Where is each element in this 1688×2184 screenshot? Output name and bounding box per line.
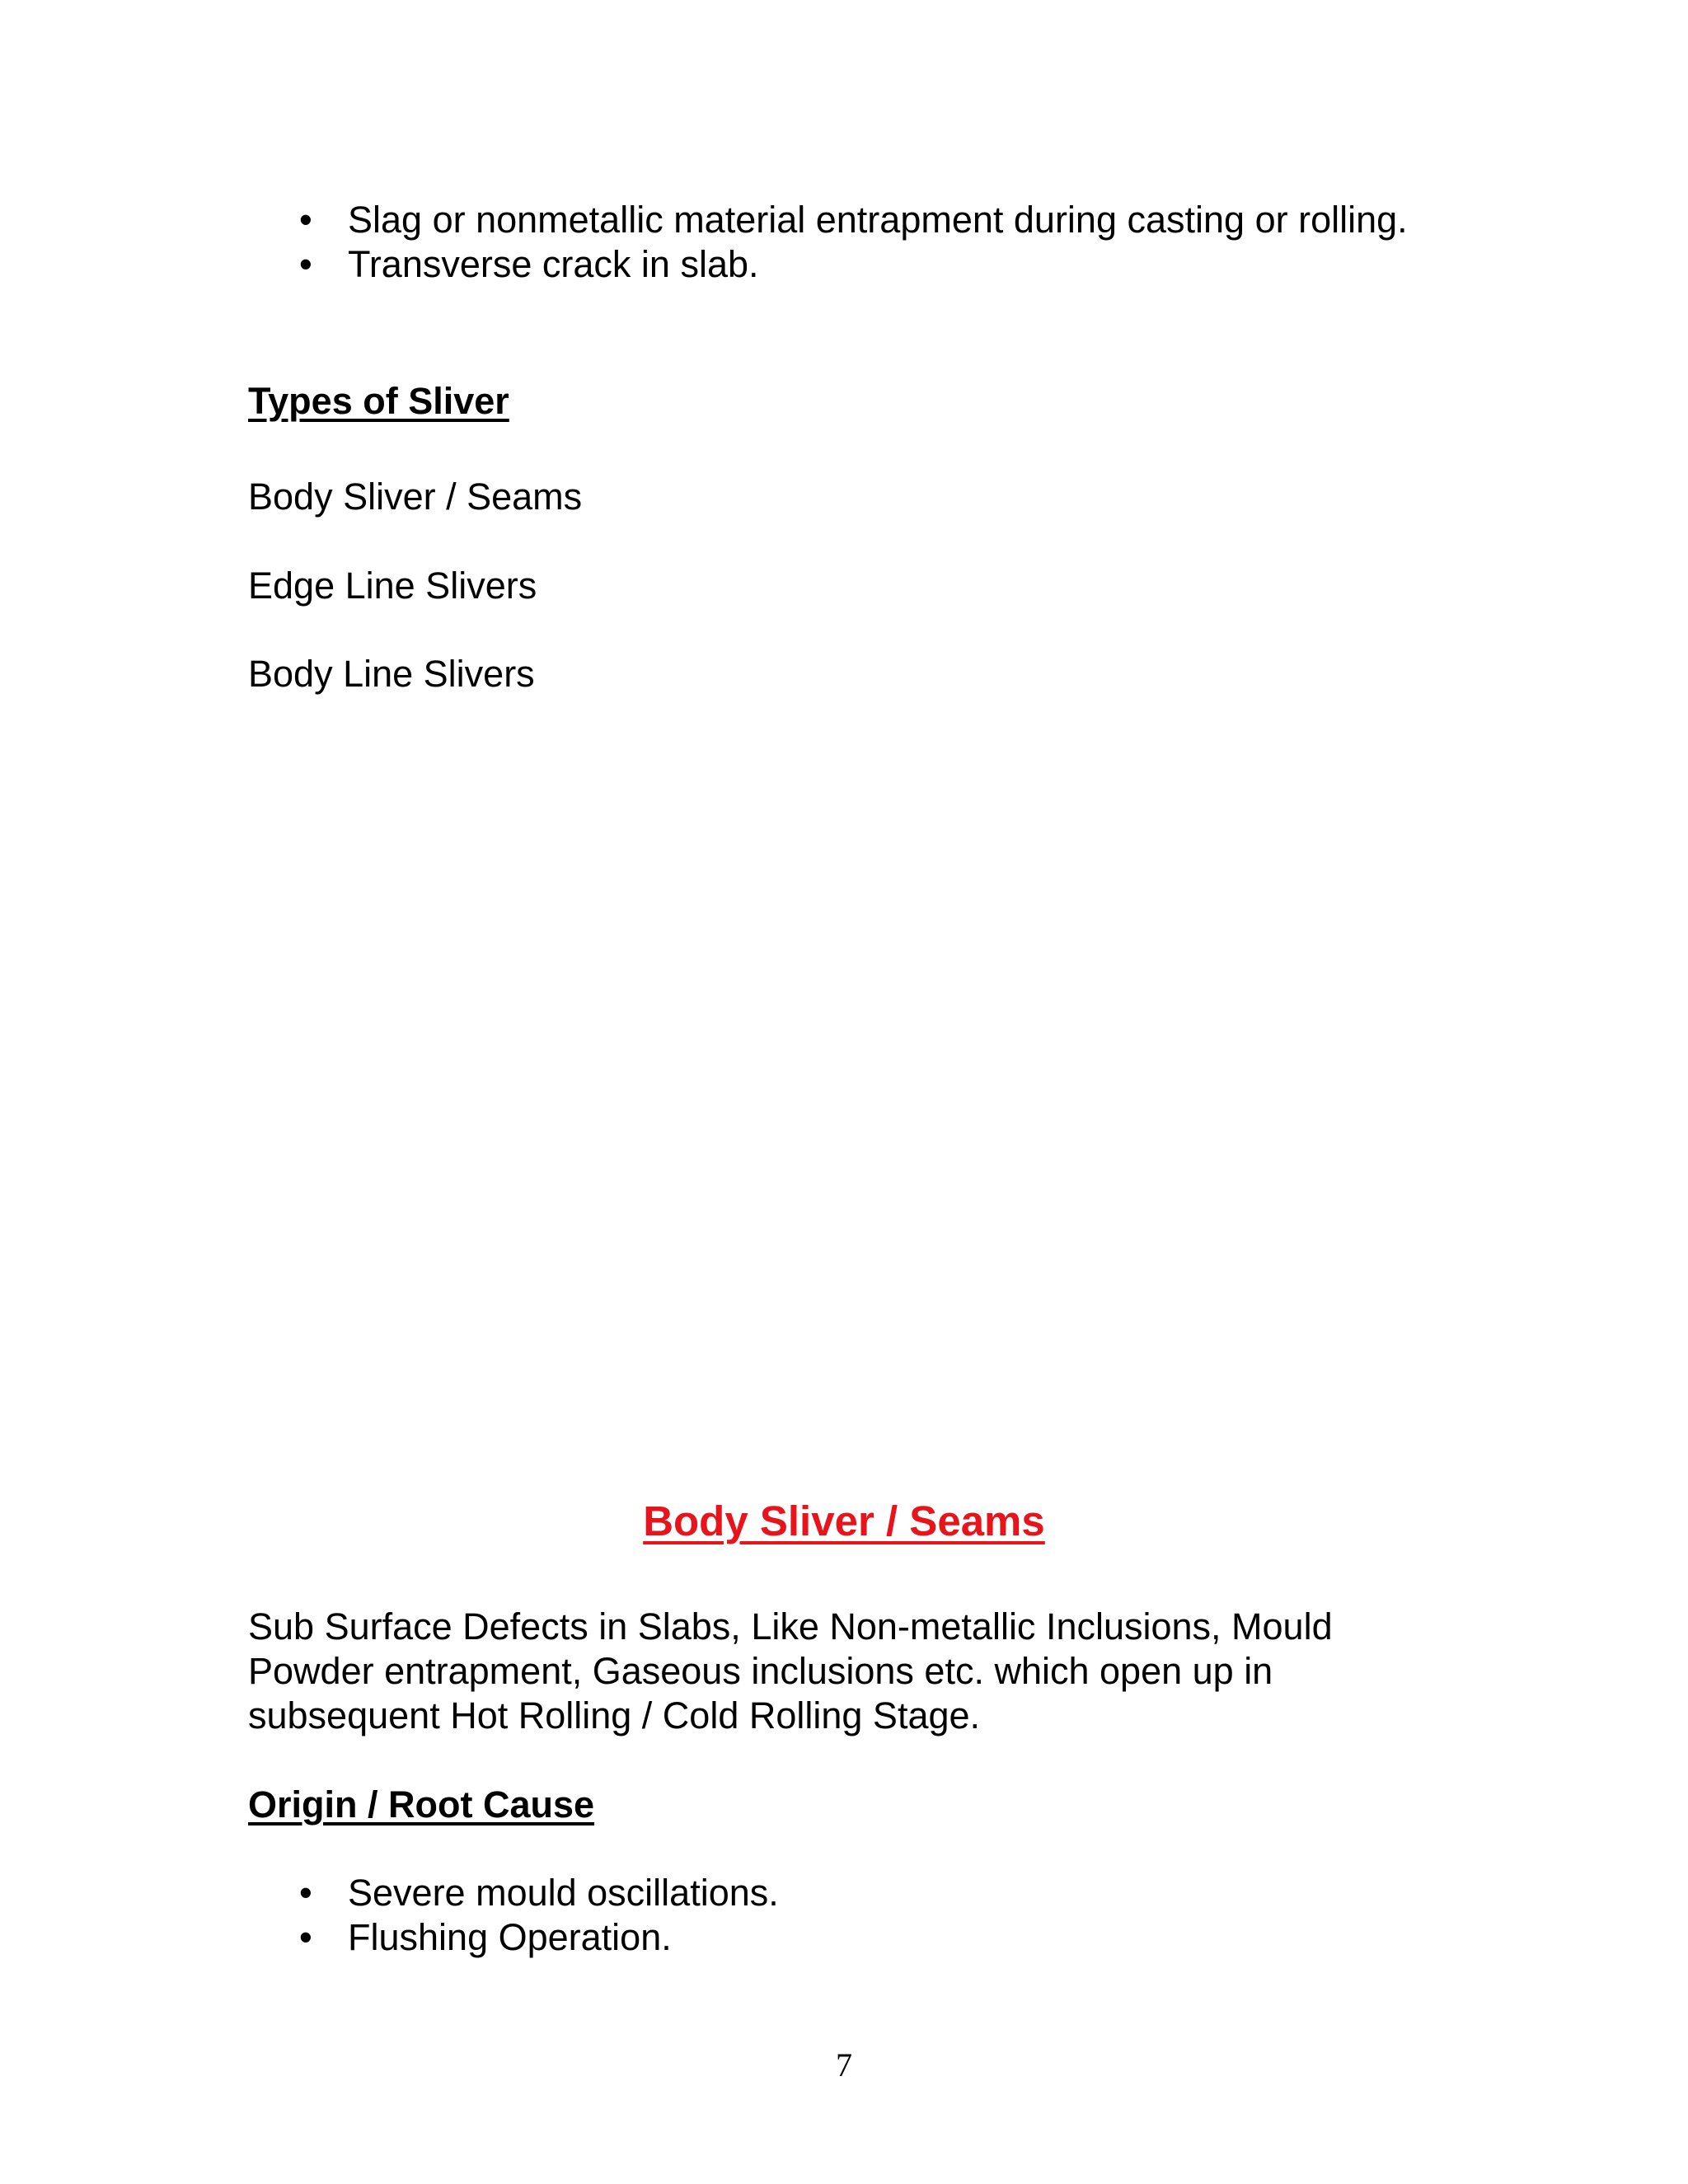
type-body-line-slivers: Body Line Slivers xyxy=(248,653,535,695)
page-number: 7 xyxy=(836,2046,852,2083)
list-item xyxy=(248,1871,1418,1915)
origin-heading: Origin / Root Cause xyxy=(248,1783,595,1825)
section-title: Body Sliver / Seams xyxy=(643,1497,1045,1544)
bullet-icon: • xyxy=(299,199,312,241)
root-cause-list xyxy=(248,1871,1418,1960)
list-item-text: Slag or nonmetallic material entrapment during casting or rolling. xyxy=(348,199,1408,241)
type-edge-line-slivers: Edge Line Slivers xyxy=(248,565,537,607)
list-item-text: Flushing Operation. xyxy=(348,1916,672,1958)
type-body-sliver: Body Sliver / Seams xyxy=(248,476,583,518)
bullet-icon: • xyxy=(299,1872,312,1914)
list-item xyxy=(248,1915,1418,1960)
list-item-text: Transverse crack in slab. xyxy=(348,243,759,285)
bullet-icon: • xyxy=(299,1916,312,1958)
section-description: Sub Surface Defects in Slabs, Like Non-metallic Inclusions, Mould Powder entrapment, Gaseous inclusions etc. which open up in subsequent Hot Rolling / Cold Rolling Stage. xyxy=(248,1605,1333,1736)
list-item-text: Severe mould oscillations. xyxy=(348,1872,779,1914)
list-item xyxy=(248,198,1418,242)
types-heading: Types of Sliver xyxy=(248,380,509,422)
cause-bullet-list xyxy=(248,198,1418,287)
bullet-icon: • xyxy=(299,243,312,285)
list-item xyxy=(248,242,1418,287)
